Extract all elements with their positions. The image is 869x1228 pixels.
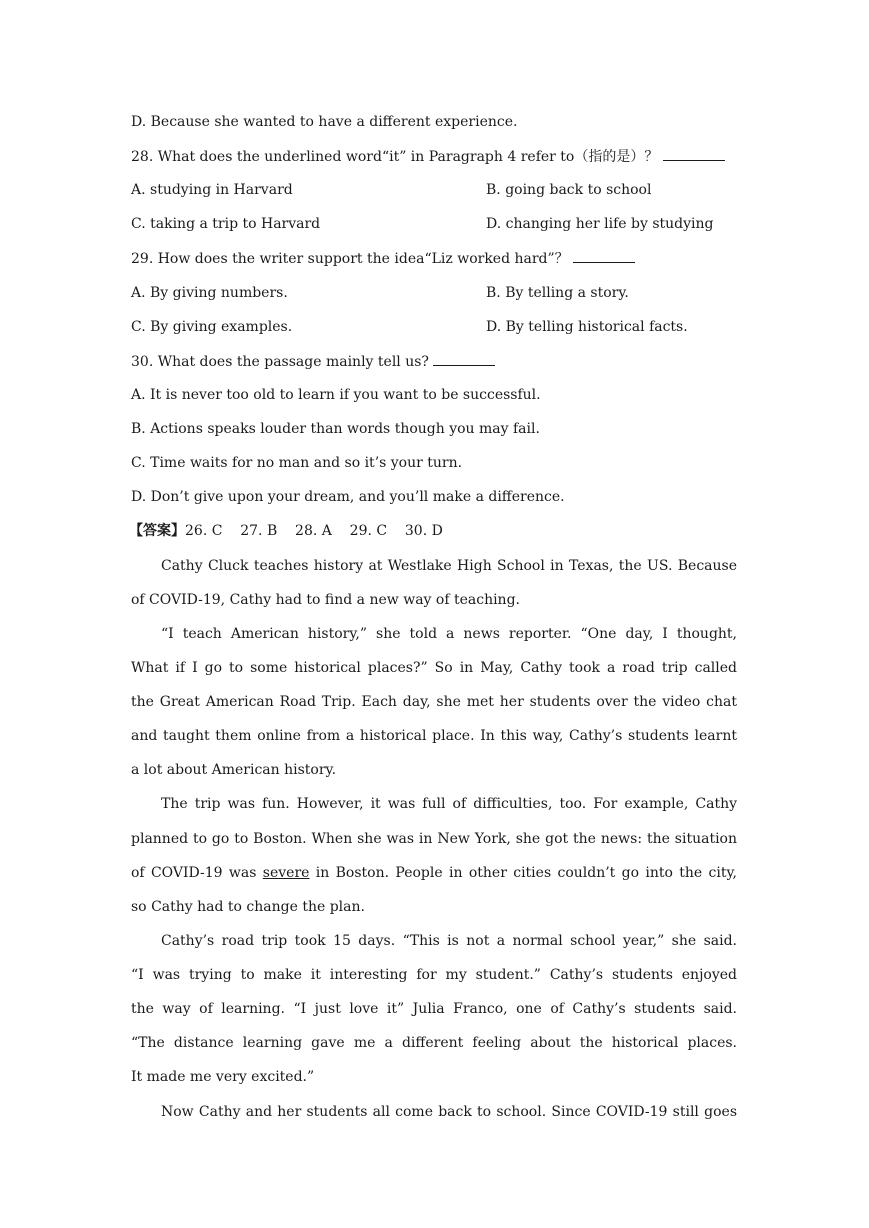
passage-p1-line-1: Cathy Cluck teaches history at Westlake High School in Texas, the US. Because (161, 558, 737, 574)
passage-p1-line-2: of COVID-19, Cathy had to find a new way of teaching. (131, 592, 520, 608)
q28-stem: 28. What does the underlined word“it” in Paragraph 4 refer to（指的是）？ (131, 149, 659, 165)
passage-p2-line-1: “I teach American history,” she told a news reporter. “One day, I thought, (161, 626, 737, 642)
passage-p4-line-1: Cathy’s road trip took 15 days. “This is not a normal school year,” she said. (161, 933, 737, 949)
passage-p2-line-5: a lot about American history. (131, 762, 337, 778)
q29-stem: 29. How does the writer support the idea“Liz worked hard”？ (131, 251, 569, 267)
answer-label: 【答案】 (129, 523, 185, 539)
passage-p3-line-1: The trip was fun. However, it was full of difficulties, too. For example, Cathy (161, 796, 737, 812)
q29-options-row-1 (131, 283, 737, 303)
q30-stem: 30. What does the passage mainly tell us? (131, 354, 429, 370)
passage-p4-line-4: “The distance learning gave me a different feeling about the historical places. (131, 1035, 737, 1051)
passage-p3-line-3 (131, 863, 737, 883)
underlined-word-severe: severe (262, 865, 310, 881)
passage-p4-line-5: It made me very excited.” (131, 1069, 315, 1085)
passage-text: in Boston. People in other cities couldn’t go into the city, (309, 865, 737, 881)
q28-option-b: B. going back to school (486, 182, 652, 198)
q29-option-a: A. By giving numbers. (131, 285, 288, 301)
answer-key (129, 521, 735, 541)
q29-option-b: B. By telling a story. (486, 285, 629, 301)
passage-p3-line-2: planned to go to Boston. When she was in New York, she got the news: the situation (131, 831, 737, 847)
q30-option-d: D. Don’t give upon your dream, and you’ll make a difference. (131, 489, 565, 505)
q28-option-c: C. taking a trip to Harvard (131, 216, 321, 232)
q29-option-d: D. By telling historical facts. (486, 319, 688, 335)
passage-p4-line-2: “I was trying to make it interesting for my student.” Cathy’s students enjoyed (131, 967, 737, 983)
q29-options-row-2 (131, 317, 737, 337)
q28-option-d: D. changing her life by studying (486, 216, 714, 232)
passage-p2-line-2: What if I go to some historical places?” So in May, Cathy took a road trip called (131, 660, 737, 676)
q30-option-c: C. Time waits for no man and so it’s your turn. (131, 455, 463, 471)
q29-option-c: C. By giving examples. (131, 319, 293, 335)
q28-options-row-2 (131, 214, 737, 234)
passage-p3-line-4: so Cathy had to change the plan. (131, 899, 365, 915)
answer-values: 26. C 27. B 28. A 29. C 30. D (185, 523, 443, 539)
passage-p5-line-1: Now Cathy and her students all come back to school. Since COVID-19 still goes (161, 1104, 737, 1120)
q30-option-a: A. It is never too old to learn if you want to be successful. (131, 387, 541, 403)
passage-text: of COVID-19 was (131, 865, 263, 881)
passage-p2-line-4: and taught them online from a historical place. In this way, Cathy’s students learnt (131, 728, 737, 744)
passage-p4-line-3: the way of learning. “I just love it” Julia Franco, one of Cathy’s students said. (131, 1001, 737, 1017)
q29-stem-line (131, 248, 737, 268)
q28-answer-blank (663, 146, 725, 161)
passage-p2-line-3: the Great American Road Trip. Each day, she met her students over the video chat (131, 694, 737, 710)
q27-option-d: D. Because she wanted to have a different experience. (131, 114, 518, 130)
q30-stem-line (131, 351, 737, 371)
q30-answer-blank (433, 351, 495, 366)
q28-option-a: A. studying in Harvard (131, 182, 293, 198)
q28-stem-line (131, 146, 737, 166)
q28-options-row-1 (131, 180, 737, 200)
q30-option-b: B. Actions speaks louder than words though you may fail. (131, 421, 540, 437)
q29-answer-blank (573, 248, 635, 263)
